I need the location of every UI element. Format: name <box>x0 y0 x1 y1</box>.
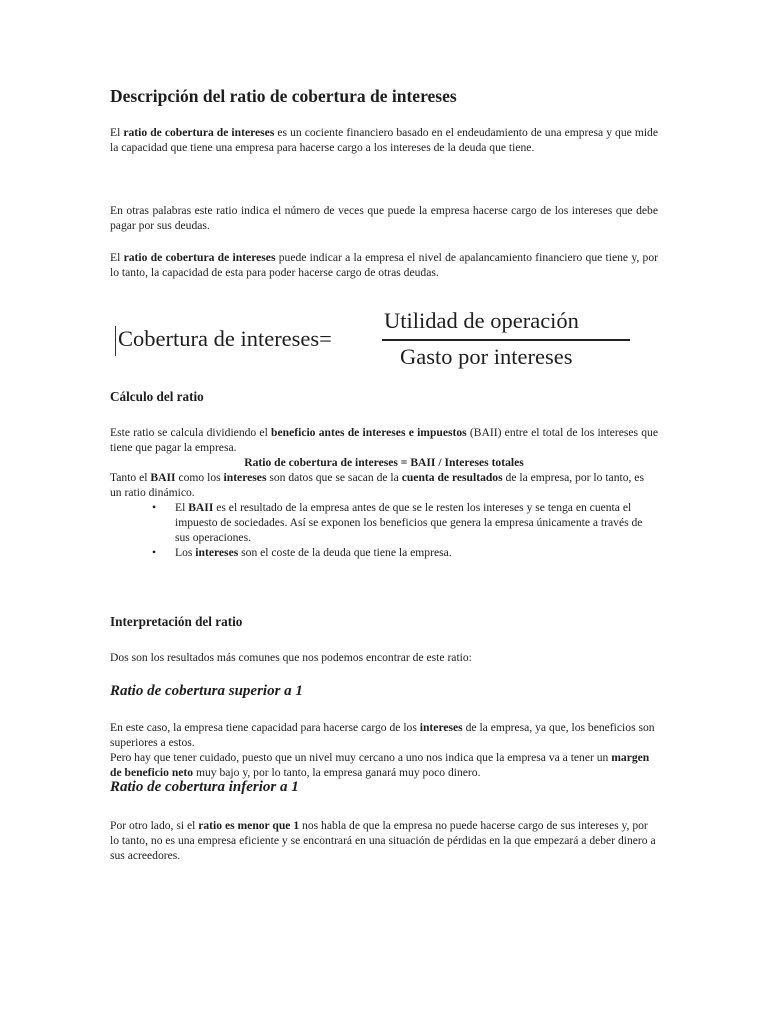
inferior-paragraph: Por otro lado, si el ratio es menor que 1 nos habla de que la empresa no puede hacerse cargo de sus intereses y, por lo tanto, no es una empresa eficiente y se encontrará en una situación de pérdidas en la que empezará a deber dinero a sus acreedores. <box>110 819 656 862</box>
intro-paragraph: El ratio de cobertura de intereses es un cociente financiero basado en el endeudamiento de una empresa y que mide la capacidad que tiene una empresa para hacerse cargo a los intereses de la deuda que tiene. <box>110 126 659 154</box>
calculation-paragraph: Este ratio se calcula dividiendo el beneficio antes de intereses e impuestos (BAII) entre el total de los intereses que tiene que pagar la empresa. <box>110 426 658 454</box>
caution-paragraph: Pero hay que tener cuidado, puesto que un nivel muy cercano a uno nos indica que la empresa va a tener un margen de beneficio neto muy bajo y, por lo tanto, la empresa ganará muy poco dinero. <box>110 751 650 779</box>
leverage-paragraph: El ratio de cobertura de intereses puede indicar a la empresa el nivel de apalancamiento financiero que tiene y, por lo tanto, la capacidad de esta para poder hacerse cargo de otras deudas. <box>110 251 658 279</box>
formula-text: Ratio de cobertura de intereses = BAII / Intereses totales <box>244 456 524 469</box>
text-cursor <box>115 326 116 356</box>
interpretation-heading: Interpretación del ratio <box>110 614 243 629</box>
superior-paragraph: En este caso, la empresa tiene capacidad para hacerse cargo de los intereses de la empresa, ya que, los beneficios son superiores a estos. <box>110 721 655 749</box>
fraction-bar <box>382 339 630 341</box>
coverage-formula <box>112 306 642 376</box>
definitions-list <box>110 500 658 560</box>
page-title: Descripción del ratio de cobertura de intereses <box>110 86 457 106</box>
superior-heading: Ratio de cobertura superior a 1 <box>110 683 303 699</box>
formula-lhs: Cobertura de intereses= <box>118 326 332 351</box>
bullet-icon: • <box>152 546 157 559</box>
other-words-paragraph: En otras palabras este ratio indica el número de veces que puede la empresa hacerse cargo de los intereses que debe pagar por sus deudas. <box>110 204 658 232</box>
bullet-icon: • <box>152 501 157 514</box>
baii-paragraph: Tanto el BAII como los intereses son datos que se sacan de la cuenta de resultados de la empresa, por lo tanto, es un ratio dinámico. <box>110 471 644 499</box>
formula-denominator: Gasto por intereses <box>400 344 573 369</box>
list-item: • Los intereses son el coste de la deuda que tiene la empresa. <box>152 546 452 559</box>
list-item: • El BAII es el resultado de la empresa antes de que se le resten los intereses y se tenga en cuenta el impuesto de sociedades. Así se exponen los beneficios que genera la empresa únicamente a través de sus operaciones. <box>152 501 643 544</box>
results-intro-paragraph: Dos son los resultados más comunes que nos podemos encontrar de este ratio: <box>110 651 472 664</box>
inferior-heading: Ratio de cobertura inferior a 1 <box>110 779 299 795</box>
calculation-heading: Cálculo del ratio <box>110 389 204 404</box>
formula-numerator: Utilidad de operación <box>384 308 579 333</box>
